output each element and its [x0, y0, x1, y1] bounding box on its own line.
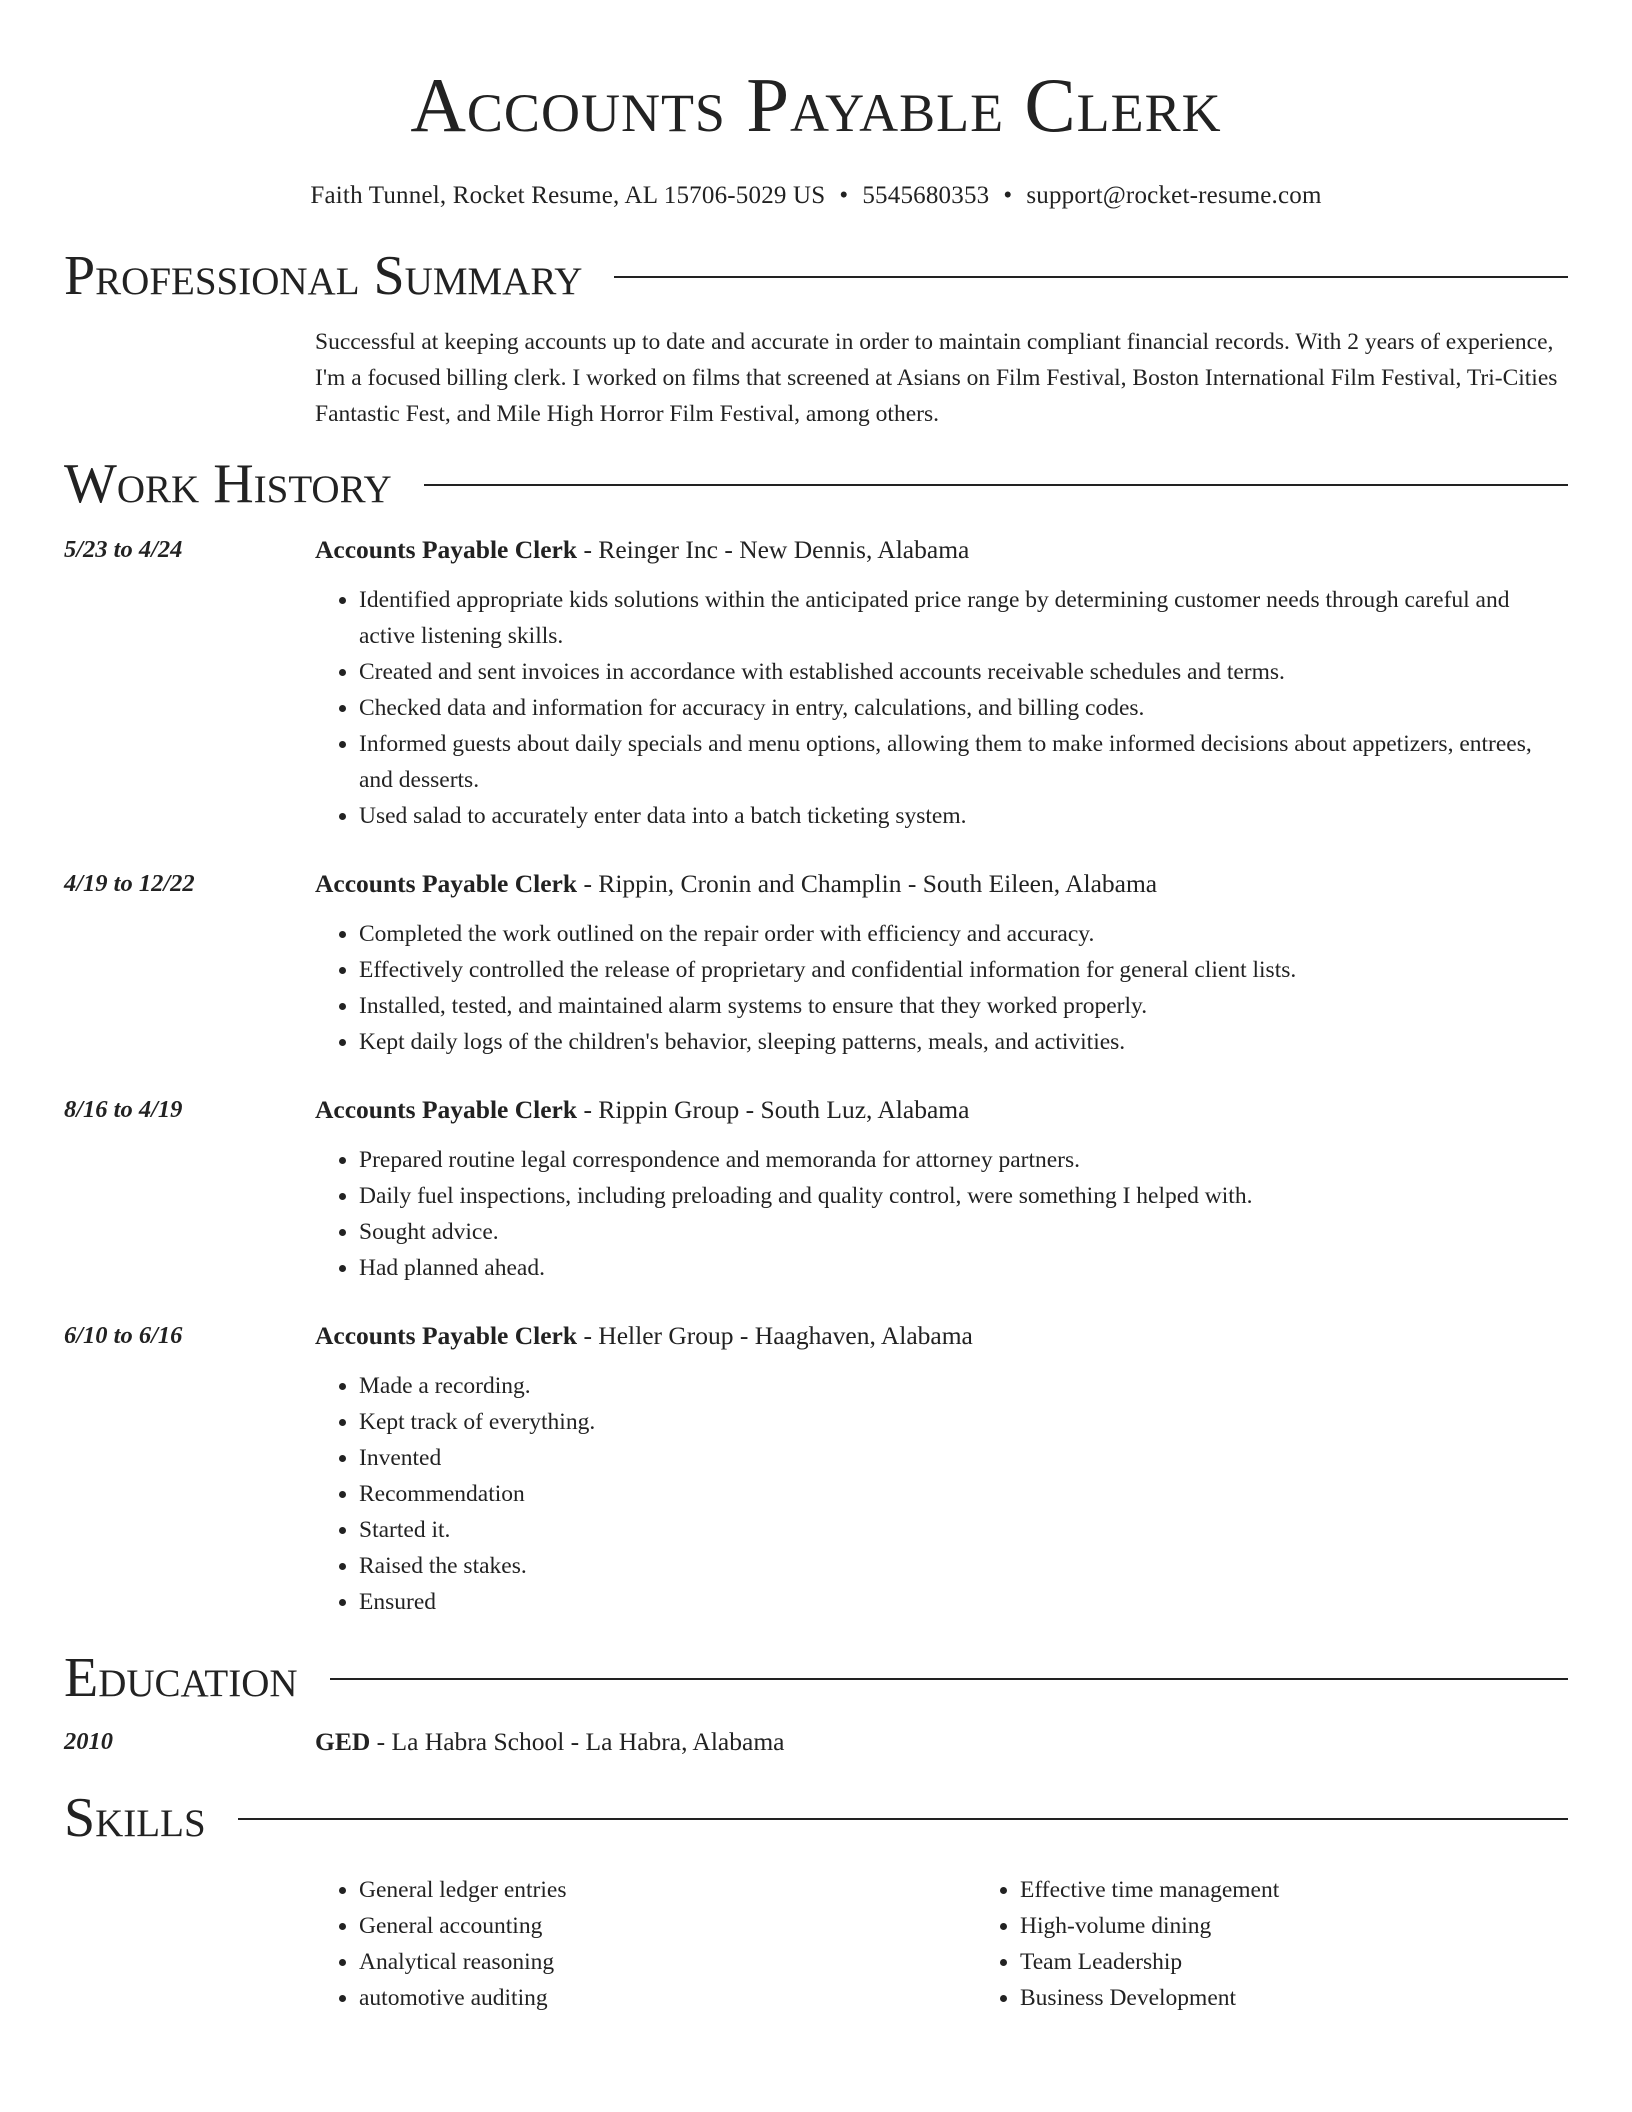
job-bullet: • Sought advice.: [359, 1214, 1568, 1250]
contact-email: support@rocket-resume.com: [1026, 182, 1322, 209]
job-entry: [64, 1092, 1568, 1286]
job-headline: [315, 532, 1568, 568]
job-entry: [64, 1318, 1568, 1620]
skill-item: • General ledger entries: [359, 1872, 976, 1908]
skill-item: • Effective time management: [1020, 1872, 1632, 1908]
education-details: - La Habra School - La Habra, Alabama: [370, 1727, 785, 1756]
education-headline: [315, 1724, 1568, 1760]
job-bullet: • Kept daily logs of the children's behavior, sleeping patterns, meals, and activities.: [359, 1024, 1568, 1060]
job-bullet: • Made a recording.: [359, 1368, 1568, 1404]
skills-heading: Skills: [64, 1787, 206, 1849]
education-heading: Education: [64, 1647, 298, 1709]
job-title: Accounts Payable Clerk: [315, 535, 578, 564]
job-bullet-list: [315, 916, 1568, 1060]
job-dates: 5/23 to 4/24: [64, 536, 183, 563]
contact-separator: •: [839, 182, 849, 209]
resume-name: Accounts Payable Clerk: [410, 62, 1222, 148]
education-section-header: [64, 1644, 1568, 1712]
job-dates: 8/16 to 4/19: [64, 1096, 183, 1123]
skills-columns: [315, 1872, 1568, 2016]
contact-separator: •: [1003, 182, 1013, 209]
section-divider: [614, 276, 1568, 278]
skills-list-left: [315, 1872, 976, 2016]
job-bullet: • Completed the work outlined on the repair order with efficiency and accuracy.: [359, 916, 1568, 952]
job-bullet: • Informed guests about daily specials and menu options, allowing them to make informed decisions about appetizers, entrees, and desserts.: [359, 726, 1568, 798]
job-bullet-list: [315, 1368, 1568, 1620]
skills-list-right: [976, 1872, 1632, 2016]
summary-section-header: [64, 242, 1568, 310]
education-year: 2010: [64, 1728, 113, 1755]
job-details: - Heller Group - Haaghaven, Alabama: [577, 1321, 973, 1350]
skill-item: • automotive auditing: [359, 1980, 976, 2016]
job-bullet-list: [315, 582, 1568, 834]
job-details: - Rippin Group - South Luz, Alabama: [577, 1095, 970, 1124]
job-bullet: • Installed, tested, and maintained alarm systems to ensure that they worked properly.: [359, 988, 1568, 1024]
job-bullet: • Effectively controlled the release of proprietary and confidential information for general client lists.: [359, 952, 1568, 988]
summary-heading: Professional Summary: [64, 245, 583, 307]
resume-page: [64, 0, 1568, 2016]
job-bullet: • Invented: [359, 1440, 1568, 1476]
summary-text: Successful at keeping accounts up to date and accurate in order to maintain compliant financial records. With 2 years of experience, I'm a focused billing clerk. I worked on films that screened at Asians on Film Festival, Boston International Film Festival, Tri-Cities Fantastic Fest, and Mile High Horror Film Festival, among others.: [315, 329, 1558, 427]
job-headline: [315, 1092, 1568, 1128]
job-entry: [64, 866, 1568, 1060]
contact-line: [64, 180, 1568, 212]
job-bullet: • Ensured: [359, 1584, 1568, 1620]
work-section-header: [64, 450, 1568, 518]
skill-item: • Team Leadership: [1020, 1944, 1632, 1980]
job-bullet: • Started it.: [359, 1512, 1568, 1548]
job-dates: 4/19 to 12/22: [64, 870, 195, 897]
skill-item: • Analytical reasoning: [359, 1944, 976, 1980]
job-dates: 6/10 to 6/16: [64, 1322, 183, 1349]
contact-phone: 5545680353: [862, 182, 990, 209]
job-bullet: • Identified appropriate kids solutions within the anticipated price range by determining customer needs through careful and active listening skills.: [359, 582, 1568, 654]
section-divider: [424, 484, 1568, 486]
job-bullet: • Recommendation: [359, 1476, 1568, 1512]
job-headline: [315, 1318, 1568, 1354]
job-title: Accounts Payable Clerk: [315, 869, 578, 898]
skill-item: • High-volume dining: [1020, 1908, 1632, 1944]
job-bullet: • Raised the stakes.: [359, 1548, 1568, 1584]
section-divider: [238, 1818, 1568, 1820]
skill-item: • Business Development: [1020, 1980, 1632, 2016]
education-degree: GED: [315, 1727, 371, 1756]
job-details: - Reinger Inc - New Dennis, Alabama: [577, 535, 970, 564]
skills-section-header: [64, 1784, 1568, 1852]
job-details: - Rippin, Cronin and Champlin - South Eileen, Alabama: [577, 869, 1158, 898]
job-bullet: • Checked data and information for accuracy in entry, calculations, and billing codes.: [359, 690, 1568, 726]
job-bullet-list: [315, 1142, 1568, 1286]
job-bullet: • Daily fuel inspections, including preloading and quality control, were something I helped with.: [359, 1178, 1568, 1214]
education-entry: [64, 1724, 1568, 1760]
job-title: Accounts Payable Clerk: [315, 1095, 578, 1124]
job-bullet: • Created and sent invoices in accordance with established accounts receivable schedules and terms.: [359, 654, 1568, 690]
job-entry: [64, 532, 1568, 834]
work-heading: Work History: [64, 453, 392, 515]
job-bullet: • Prepared routine legal correspondence and memoranda for attorney partners.: [359, 1142, 1568, 1178]
section-divider: [330, 1678, 1568, 1680]
job-headline: [315, 866, 1568, 902]
job-bullet: • Kept track of everything.: [359, 1404, 1568, 1440]
job-bullet: • Used salad to accurately enter data into a batch ticketing system.: [359, 798, 1568, 834]
job-title: Accounts Payable Clerk: [315, 1321, 578, 1350]
contact-address: Faith Tunnel, Rocket Resume, AL 15706-5029 US: [310, 182, 826, 209]
job-bullet: • Had planned ahead.: [359, 1250, 1568, 1286]
skill-item: • General accounting: [359, 1908, 976, 1944]
